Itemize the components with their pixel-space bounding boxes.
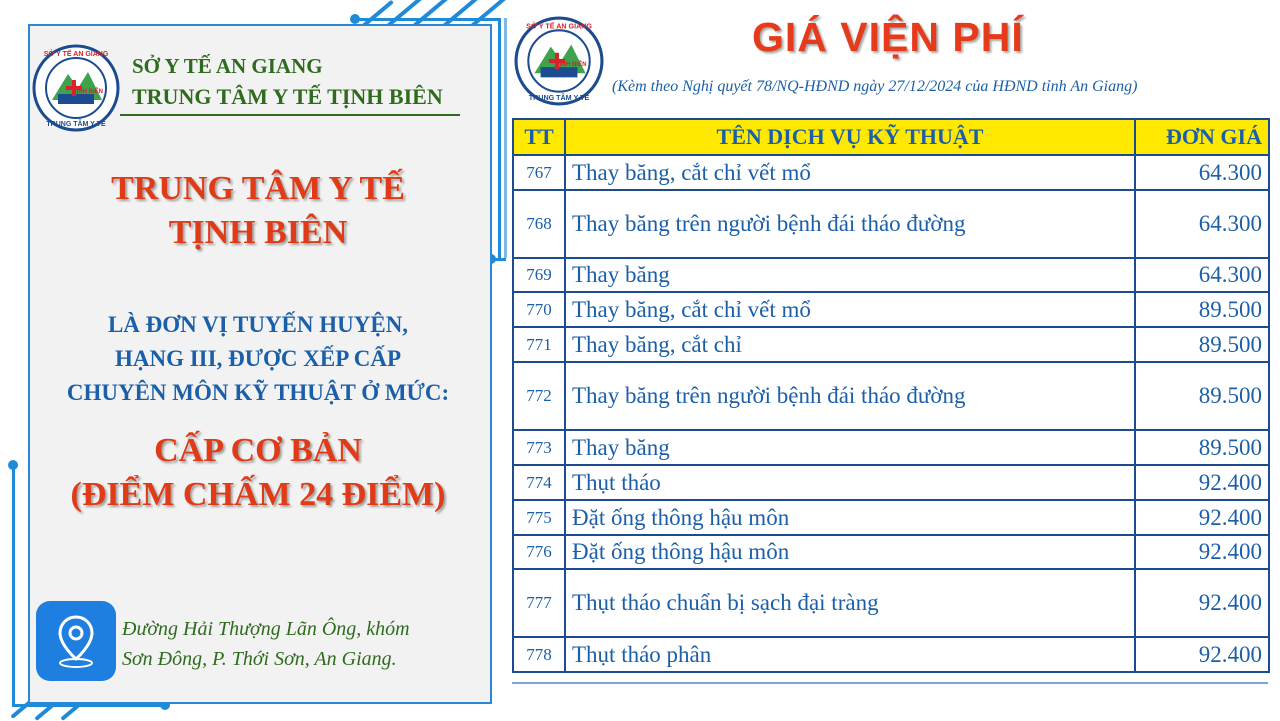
header-tt: TT xyxy=(513,119,565,155)
unit-price: 92.400 xyxy=(1135,535,1269,569)
service-name: Đặt ống thông hậu môn xyxy=(565,535,1135,569)
org-underline xyxy=(120,114,460,116)
description-line-3: CHUYÊN MÔN KỸ THUẬT Ở MỨC: xyxy=(66,380,450,405)
table-row xyxy=(513,535,1269,569)
header-unit-price: ĐƠN GIÁ xyxy=(1135,119,1269,155)
description-line-1: LÀ ĐƠN VỊ TUYẾN HUYỆN, xyxy=(107,312,409,337)
table-bottom-rule xyxy=(512,682,1268,684)
service-name: Thụt tháo chuẩn bị sạch đại tràng xyxy=(565,569,1135,637)
page-title: GIÁ VIỆN PHÍ xyxy=(752,14,1024,60)
row-number: 773 xyxy=(513,430,565,465)
logo-middle-text: TỊNH BIÊN xyxy=(73,89,103,95)
service-name: Thay băng trên người bệnh đái tháo đường xyxy=(565,190,1135,258)
service-name: Thay băng, cắt chỉ vết mổ xyxy=(565,155,1135,190)
service-name: Thay băng xyxy=(565,258,1135,292)
unit-price: 89.500 xyxy=(1135,327,1269,362)
decor-line xyxy=(494,258,506,261)
unit-price: 64.300 xyxy=(1135,190,1269,258)
table-row xyxy=(513,500,1269,535)
table-row xyxy=(513,569,1269,637)
logo-bottom-text: TRUNG TÂM Y TẾ xyxy=(528,93,590,102)
row-number: 777 xyxy=(513,569,565,637)
row-number: 776 xyxy=(513,535,565,569)
row-number: 770 xyxy=(513,292,565,327)
decor-line xyxy=(358,18,500,21)
address-line-2: Sơn Đông, P. Thới Sơn, An Giang. xyxy=(122,648,397,670)
unit-price: 92.400 xyxy=(1135,465,1269,500)
table-row xyxy=(513,327,1269,362)
row-number: 772 xyxy=(513,362,565,430)
table-row xyxy=(513,190,1269,258)
row-number: 775 xyxy=(513,500,565,535)
service-name: Thụt tháo xyxy=(565,465,1135,500)
description-line-2: HẠNG III, ĐƯỢC XẾP CẤP xyxy=(114,346,402,371)
logo-bottom-text: TRUNG TÂM Y TẾ xyxy=(46,121,106,128)
table-row xyxy=(513,258,1269,292)
row-number: 768 xyxy=(513,190,565,258)
panel-title-line-1: TRUNG TÂM Y TẾ xyxy=(111,170,405,207)
map-pin-icon[interactable] xyxy=(36,601,116,681)
row-number: 774 xyxy=(513,465,565,500)
table-row xyxy=(513,292,1269,327)
unit-price: 92.400 xyxy=(1135,569,1269,637)
org-name-department: SỞ Y TẾ AN GIANG xyxy=(132,54,323,78)
row-number: 771 xyxy=(513,327,565,362)
unit-price: 89.500 xyxy=(1135,362,1269,430)
unit-price: 92.400 xyxy=(1135,500,1269,535)
hospital-logo xyxy=(32,44,120,132)
decor-line xyxy=(498,18,501,258)
fee-table xyxy=(512,118,1270,673)
logo-middle-text: TỊNH BIÊN xyxy=(555,61,587,69)
table-row xyxy=(513,430,1269,465)
panel-title-line-2: TỊNH BIÊN xyxy=(168,214,348,251)
logo-top-text: SỞ Y TẾ AN GIANG xyxy=(43,51,109,58)
service-name: Thay băng, cắt chỉ xyxy=(565,327,1135,362)
row-number: 778 xyxy=(513,637,565,672)
logo-top-text: SỞ Y TẾ AN GIANG xyxy=(526,22,592,31)
row-number: 769 xyxy=(513,258,565,292)
service-name: Thụt tháo phân xyxy=(565,637,1135,672)
address-line-1: Đường Hải Thượng Lãn Ông, khóm xyxy=(122,618,410,640)
table-row xyxy=(513,155,1269,190)
table-header-row xyxy=(513,119,1269,155)
service-name: Thay băng trên người bệnh đái tháo đường xyxy=(565,362,1135,430)
row-number: 767 xyxy=(513,155,565,190)
table-row xyxy=(513,362,1269,430)
level-line-1: CẤP CƠ BẢN xyxy=(154,432,362,469)
unit-price: 92.400 xyxy=(1135,637,1269,672)
decor-line xyxy=(504,18,507,258)
unit-price: 64.300 xyxy=(1135,258,1269,292)
header-service-name: TÊN DỊCH VỤ KỸ THUẬT xyxy=(565,119,1135,155)
service-name: Thay băng, cắt chỉ vết mổ xyxy=(565,292,1135,327)
table-row xyxy=(513,637,1269,672)
service-name: Đặt ống thông hậu môn xyxy=(565,500,1135,535)
address xyxy=(122,614,482,674)
unit-price: 64.300 xyxy=(1135,155,1269,190)
service-name: Thay băng xyxy=(565,430,1135,465)
unit-price: 89.500 xyxy=(1135,430,1269,465)
unit-price: 89.500 xyxy=(1135,292,1269,327)
org-name-center: TRUNG TÂM Y TẾ TỊNH BIÊN xyxy=(132,84,443,109)
level-line-2: (ĐIỂM CHẤM 24 ĐIỂM) xyxy=(70,476,446,513)
page-subtitle: (Kèm theo Nghị quyết 78/NQ-HĐND ngày 27/12/2024 của HĐND tỉnh An Giang) xyxy=(612,78,1138,95)
decor-line xyxy=(12,704,162,707)
table-row xyxy=(513,465,1269,500)
hospital-logo-small xyxy=(514,16,604,106)
decor-line xyxy=(12,466,15,706)
